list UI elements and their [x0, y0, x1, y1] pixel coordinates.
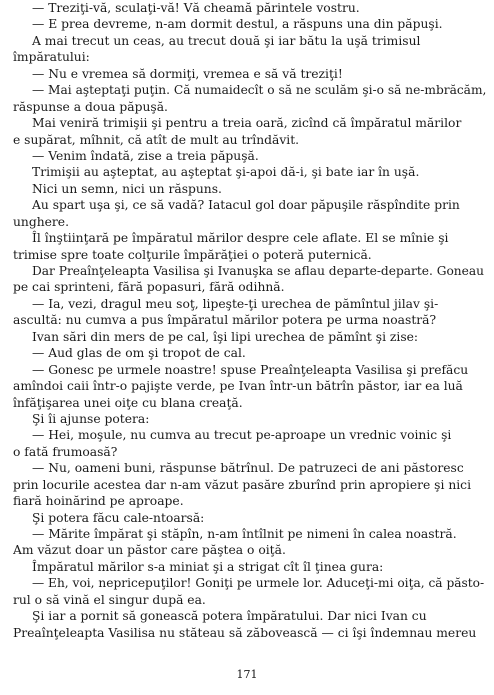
- text-line: trimise spre toate colţurile împărăţiei o poteră puternică.: [13, 247, 372, 262]
- text-line: — Treziţi-vă, sculaţi-vă! Vă cheamă părintele vostru.: [32, 1, 360, 15]
- text-line: e supărat, mîhnit, că atît de mult au trîndăvit.: [13, 132, 300, 147]
- text-line: — Hei, moşule, nu cumva au trecut pe-aproape un vrednic voinic şi: [32, 428, 452, 443]
- text-line: A mai trecut un ceas, au trecut două şi iar bătu la uşă trimisul: [32, 33, 421, 48]
- text-line: Împăratul mărilor s-a miniat şi a strigat cît îl ţinea gura:: [32, 559, 384, 574]
- text-line: înfăţişarea unei oiţe cu blana creaţă.: [13, 395, 243, 410]
- text-line: răspunse a doua păpuşă.: [13, 99, 168, 114]
- text-line: prin locurile acestea dar n-am văzut pasăre zburînd prin apropiere şi nici: [13, 477, 471, 492]
- text-line: — E prea devreme, n-am dormit destul, a răspuns una din păpuşi.: [32, 17, 443, 32]
- text-line: Au spart uşa şi, ce să vadă? Iatacul gol doar păpuşile răspîndite prin: [32, 198, 460, 213]
- text-line: Preaînţeleapta Vasilisa nu stăteau să zăbovească — ci îşi îndemnau mereu: [13, 625, 477, 640]
- text-line: — Nu, oameni buni, răspunse bătrînul. De patruzeci de ani păstoresc: [32, 461, 464, 476]
- text-line: Dar Preaînţeleapta Vasilisa şi Ivanuşka se aflau departe-departe. Goneau: [32, 264, 484, 278]
- text-line: — Eh, voi, nepricepuţilor! Goniţi pe urmele lor. Aduceţi-mi oiţa, că păsto-: [32, 576, 485, 591]
- text-line: — Venim îndată, zise a treia păpuşă.: [32, 148, 259, 163]
- text-line: împăratului:: [13, 50, 90, 65]
- text-line: Nici un semn, nici un răspuns.: [32, 181, 222, 196]
- text-line: Trimişii au aşteptat, au aşteptat şi-apoi dă-i, şi bate iar în uşă.: [32, 165, 420, 180]
- page-number: 171: [236, 668, 258, 681]
- text-line: unghere.: [13, 214, 69, 229]
- text-line: pe cai sprinteni, fără popasuri, fără odihnă.: [13, 280, 285, 295]
- text-line: — Mărite împărat şi stăpîn, n-am întîlnit pe nimeni în calea noastră.: [32, 527, 457, 541]
- text-line: — Gonesc pe urmele noastre! spuse Preaînţeleapta Vasilisa şi prefăcu: [32, 362, 469, 377]
- text-line: Îl înştiinţară pe împăratul mărilor despre cele aflate. El se mînie şi: [32, 231, 449, 246]
- text-line: — Ia, vezi, dragul meu soţ, lipeşte-ţi urechea de pămîntul jilav şi-: [32, 296, 439, 311]
- text-line: fiară hoinărind pe aproape.: [13, 494, 184, 509]
- text-line: ascultă: nu cumva a pus împăratul mărilor potera pe urma noastră?: [13, 313, 437, 328]
- text-line: amîndoi caii într-o pajişte verde, pe Ivan într-un bătrîn păstor, iar ea luă: [13, 379, 463, 394]
- text-line: Şi îi ajunse potera:: [32, 411, 150, 426]
- text-line: rul o să vină el singur după ea.: [13, 592, 206, 607]
- book-page: [13, 0, 487, 695]
- text-line: — Mai aşteptaţi puţin. Că numaidecît o să ne sculăm şi-o să ne-mbrăcăm,: [32, 83, 487, 98]
- text-line: o fată frumoasă?: [13, 444, 118, 459]
- text-line: — Nu e vremea să dormiţi, vremea e să vă treziţi!: [32, 66, 343, 81]
- text-line: Şi iar a pornit să gonească potera împăratului. Dar nici Ivan cu: [32, 609, 427, 624]
- text-line: — Aud glas de om şi tropot de cal.: [32, 346, 246, 361]
- text-line: Am văzut doar un păstor care păştea o oiţă.: [13, 543, 286, 558]
- text-line: Ivan sări din mers de pe cal, îşi lipi urechea de pămînt şi zise:: [32, 329, 419, 344]
- text-line: Mai veniră trimişii şi pentru a treia oară, zicînd că împăratul mărilor: [32, 116, 462, 131]
- text-line: Şi potera făcu cale-ntoarsă:: [32, 510, 205, 525]
